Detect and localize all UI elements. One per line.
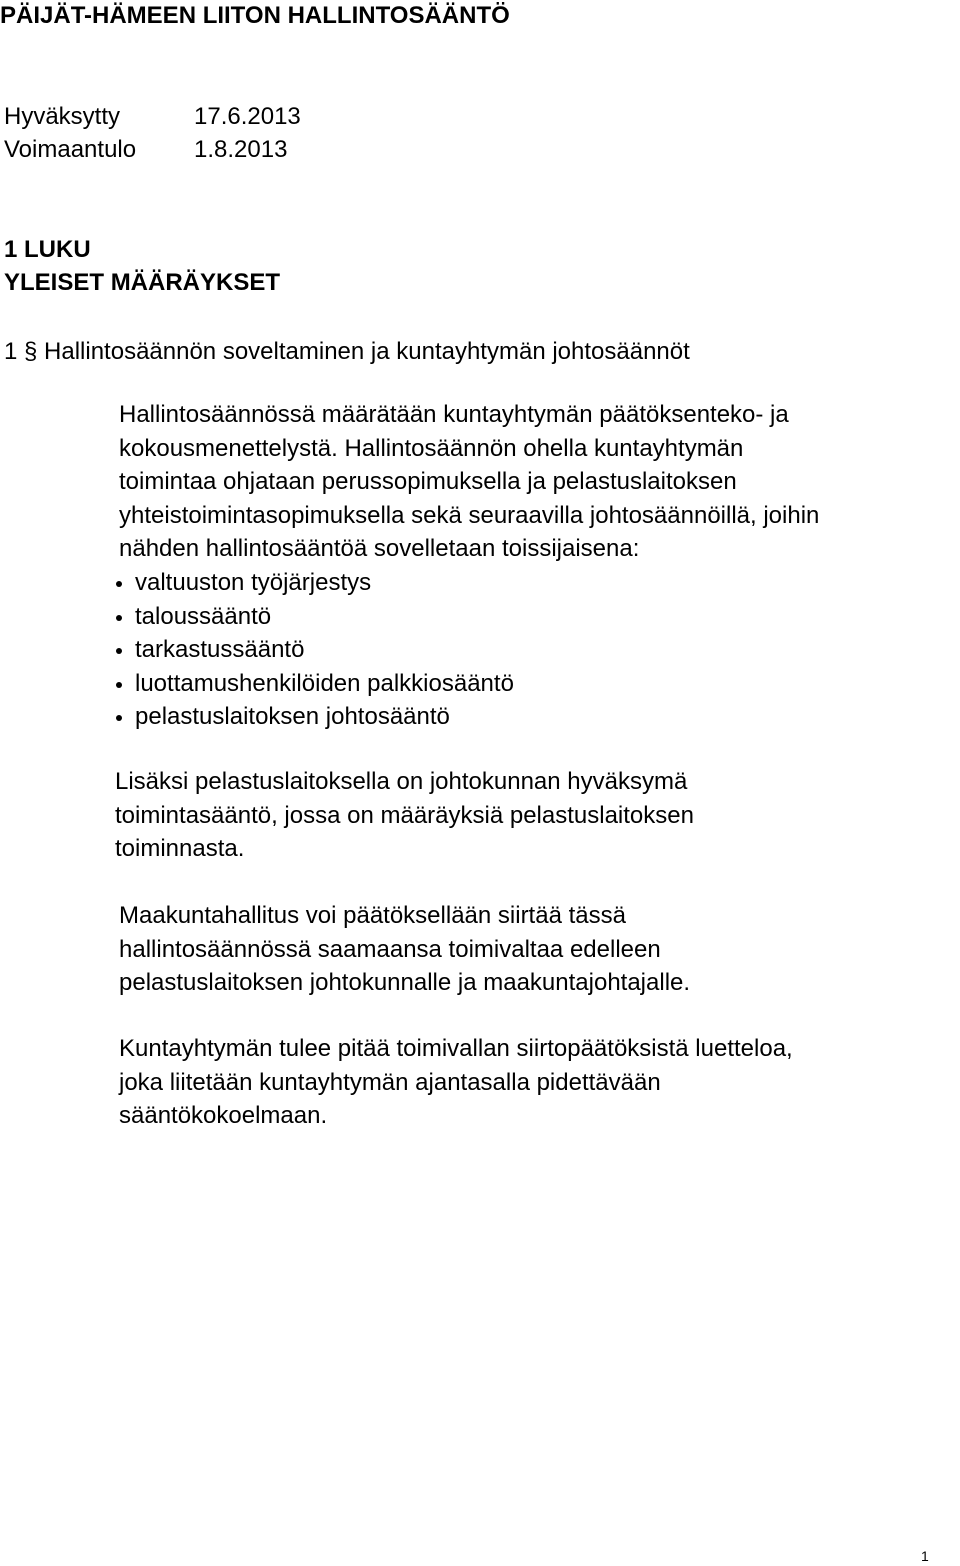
effective-label: Voimaantulo bbox=[4, 136, 137, 163]
section-heading: 1 § Hallintosäännön soveltaminen ja kuntayhtymän johtosäännöt bbox=[4, 338, 690, 365]
paragraph-line: Hallintosäännössä määrätään kuntayhtymän päätöksenteko- ja bbox=[119, 401, 789, 428]
bullet-icon bbox=[116, 682, 122, 688]
bylaws-list bbox=[114, 566, 514, 734]
paragraph-line: sääntökokoelmaan. bbox=[119, 1102, 328, 1130]
list-item bbox=[114, 600, 514, 634]
list-item-label: pelastuslaitoksen johtosääntö bbox=[135, 703, 450, 731]
paragraph-line: Kuntayhtymän tulee pitää toimivallan siirtopäätöksistä luetteloa, bbox=[119, 1035, 793, 1062]
list-item-label: taloussääntö bbox=[135, 602, 272, 630]
list-item-label: valtuuston työjärjestys bbox=[135, 569, 372, 596]
chapter-number: 1 LUKU bbox=[4, 236, 91, 263]
chapter-title: YLEISET MÄÄRÄYKSET bbox=[4, 269, 281, 296]
paragraph-line: Maakuntahallitus voi päätöksellään siirtää tässä bbox=[119, 902, 626, 929]
bullet-icon bbox=[116, 648, 122, 654]
paragraph-line: yhteistoimintasopimuksella sekä seuraavilla johtosäännöillä, joihin bbox=[119, 501, 820, 529]
list-item-label: tarkastussääntö bbox=[135, 636, 305, 664]
effective-date: 1.8.2013 bbox=[194, 136, 288, 163]
list-item bbox=[114, 566, 514, 600]
paragraph-line: pelastuslaitoksen johtokunnalle ja maakuntajohtajalle. bbox=[119, 969, 691, 997]
paragraph-line: Lisäksi pelastuslaitoksella on johtokunnan hyväksymä bbox=[115, 768, 688, 795]
document-title: PÄIJÄT-HÄMEEN LIITON HALLINTOSÄÄNTÖ bbox=[0, 2, 510, 29]
page-number: 1 bbox=[921, 1548, 929, 1564]
paragraph-line: toiminnasta. bbox=[115, 835, 245, 863]
paragraph-line: toimintasääntö, jossa on määräyksiä pelastuslaitoksen bbox=[115, 801, 694, 829]
bullet-icon bbox=[116, 715, 122, 721]
paragraph-line: hallintosäännössä saamaansa toimivaltaa edelleen bbox=[119, 935, 661, 963]
paragraph-3 bbox=[119, 899, 959, 1000]
effective-row bbox=[4, 133, 287, 166]
bullet-icon bbox=[116, 581, 122, 587]
list-item bbox=[114, 700, 514, 734]
list-item bbox=[114, 667, 514, 701]
approved-row bbox=[4, 100, 301, 133]
paragraph-line: joka liitetään kuntayhtymän ajantasalla pidettävään bbox=[119, 1068, 661, 1096]
bullet-icon bbox=[116, 615, 122, 621]
intro-paragraph bbox=[119, 398, 959, 566]
paragraph-2 bbox=[115, 765, 955, 866]
list-item-label: luottamushenkilöiden palkkiosääntö bbox=[135, 669, 514, 697]
paragraph-line: toimintaa ohjataan perussopimuksella ja pelastuslaitoksen bbox=[119, 468, 737, 496]
paragraph-line: kokousmenettelystä. Hallintosäännön ohella kuntayhtymän bbox=[119, 434, 744, 462]
paragraph-line: nähden hallintosääntöä sovelletaan toissijaisena: bbox=[119, 535, 640, 563]
approved-date: 17.6.2013 bbox=[194, 103, 301, 130]
list-item bbox=[114, 633, 514, 667]
approved-label: Hyväksytty bbox=[4, 103, 121, 130]
paragraph-4 bbox=[119, 1032, 959, 1133]
